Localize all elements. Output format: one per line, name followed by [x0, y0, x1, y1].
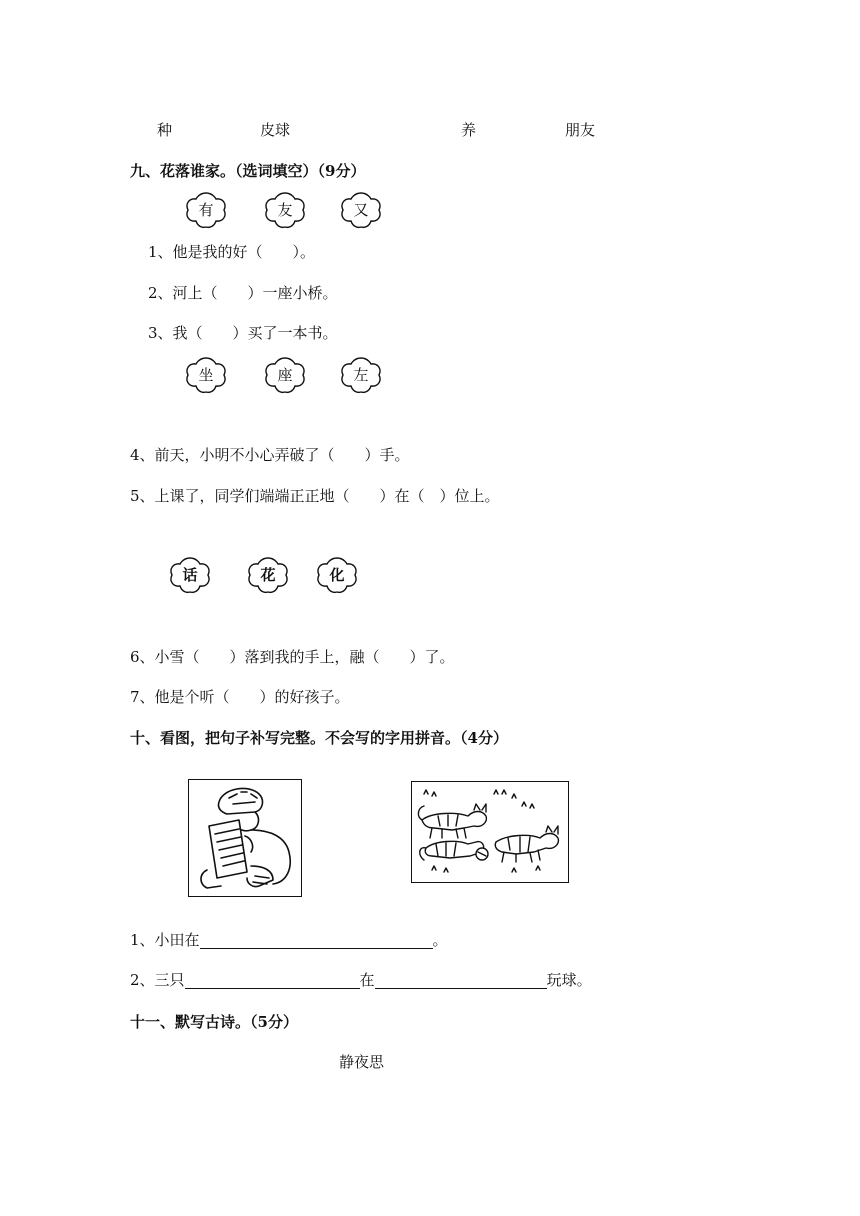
fill-item-1-suffix: 。: [432, 931, 448, 949]
fill-item-1: [130, 931, 448, 949]
boy-reading-picture: [188, 779, 302, 897]
question-6: 6、小雪（ ）落到我的手上，融（ ）了。: [130, 648, 455, 666]
question-2: 2、河上（ ）一座小桥。: [148, 284, 338, 302]
answer-blank-1[interactable]: [200, 932, 433, 949]
word-pengyou: 朋友: [565, 121, 596, 139]
fill-item-2-middle: 在: [359, 971, 375, 989]
fill-item-1-prefix: 1、小田在: [130, 931, 200, 949]
flower-hua-speech: [167, 555, 213, 595]
poem-title: 静夜思: [339, 1053, 385, 1071]
flower-label: 坐: [198, 366, 214, 384]
flower-zuo-sit: [183, 355, 229, 395]
flower-label: 有: [198, 201, 214, 219]
answer-blank-2a[interactable]: [185, 972, 360, 989]
fill-item-2-prefix: 2、三只: [130, 971, 185, 989]
flower-hua-flower: [245, 555, 291, 595]
question-5: 5、上课了，同学们端端正正地（ ）在（ ）位上。: [130, 487, 500, 505]
three-cats-illustration: [412, 782, 568, 882]
word-piqiu: 皮球: [260, 121, 291, 139]
word-yang: 养: [461, 121, 477, 139]
question-7: 7、他是个听（ ）的好孩子。: [130, 688, 350, 706]
boy-reading-illustration: [189, 780, 301, 896]
question-4: 4、前天，小明不小心弄破了（ ）手。: [130, 446, 410, 464]
fill-item-2: [130, 971, 592, 989]
section-11-heading: 十一、默写古诗。（5分）: [130, 1013, 298, 1031]
flower-label: 又: [353, 201, 369, 219]
word-zhong: 种: [157, 121, 173, 139]
flower-label: 友: [277, 201, 293, 219]
flower-zuo-seat: [262, 355, 308, 395]
flower-you-friend: [262, 190, 308, 230]
question-1: 1、他是我的好（ ）。: [148, 243, 316, 261]
flower-label: 化: [329, 566, 345, 584]
three-cats-picture: [411, 781, 569, 883]
question-3: 3、我（ ）买了一本书。: [148, 324, 338, 342]
section-9-heading: 九、花落谁家。（选词填空）（9分）: [130, 162, 366, 180]
flower-hua-melt: [314, 555, 360, 595]
answer-blank-2b[interactable]: [375, 972, 547, 989]
flower-zuo-left: [338, 355, 384, 395]
flower-you-again: [338, 190, 384, 230]
section-10-heading: 十、看图，把句子补写完整。不会写的字用拼音。（4分）: [130, 729, 508, 747]
fill-item-2-suffix: 玩球。: [546, 971, 592, 989]
flower-label: 话: [182, 566, 198, 584]
flower-label: 左: [353, 366, 369, 384]
flower-label: 花: [260, 566, 276, 584]
flower-you-have: [183, 190, 229, 230]
flower-label: 座: [277, 366, 293, 384]
